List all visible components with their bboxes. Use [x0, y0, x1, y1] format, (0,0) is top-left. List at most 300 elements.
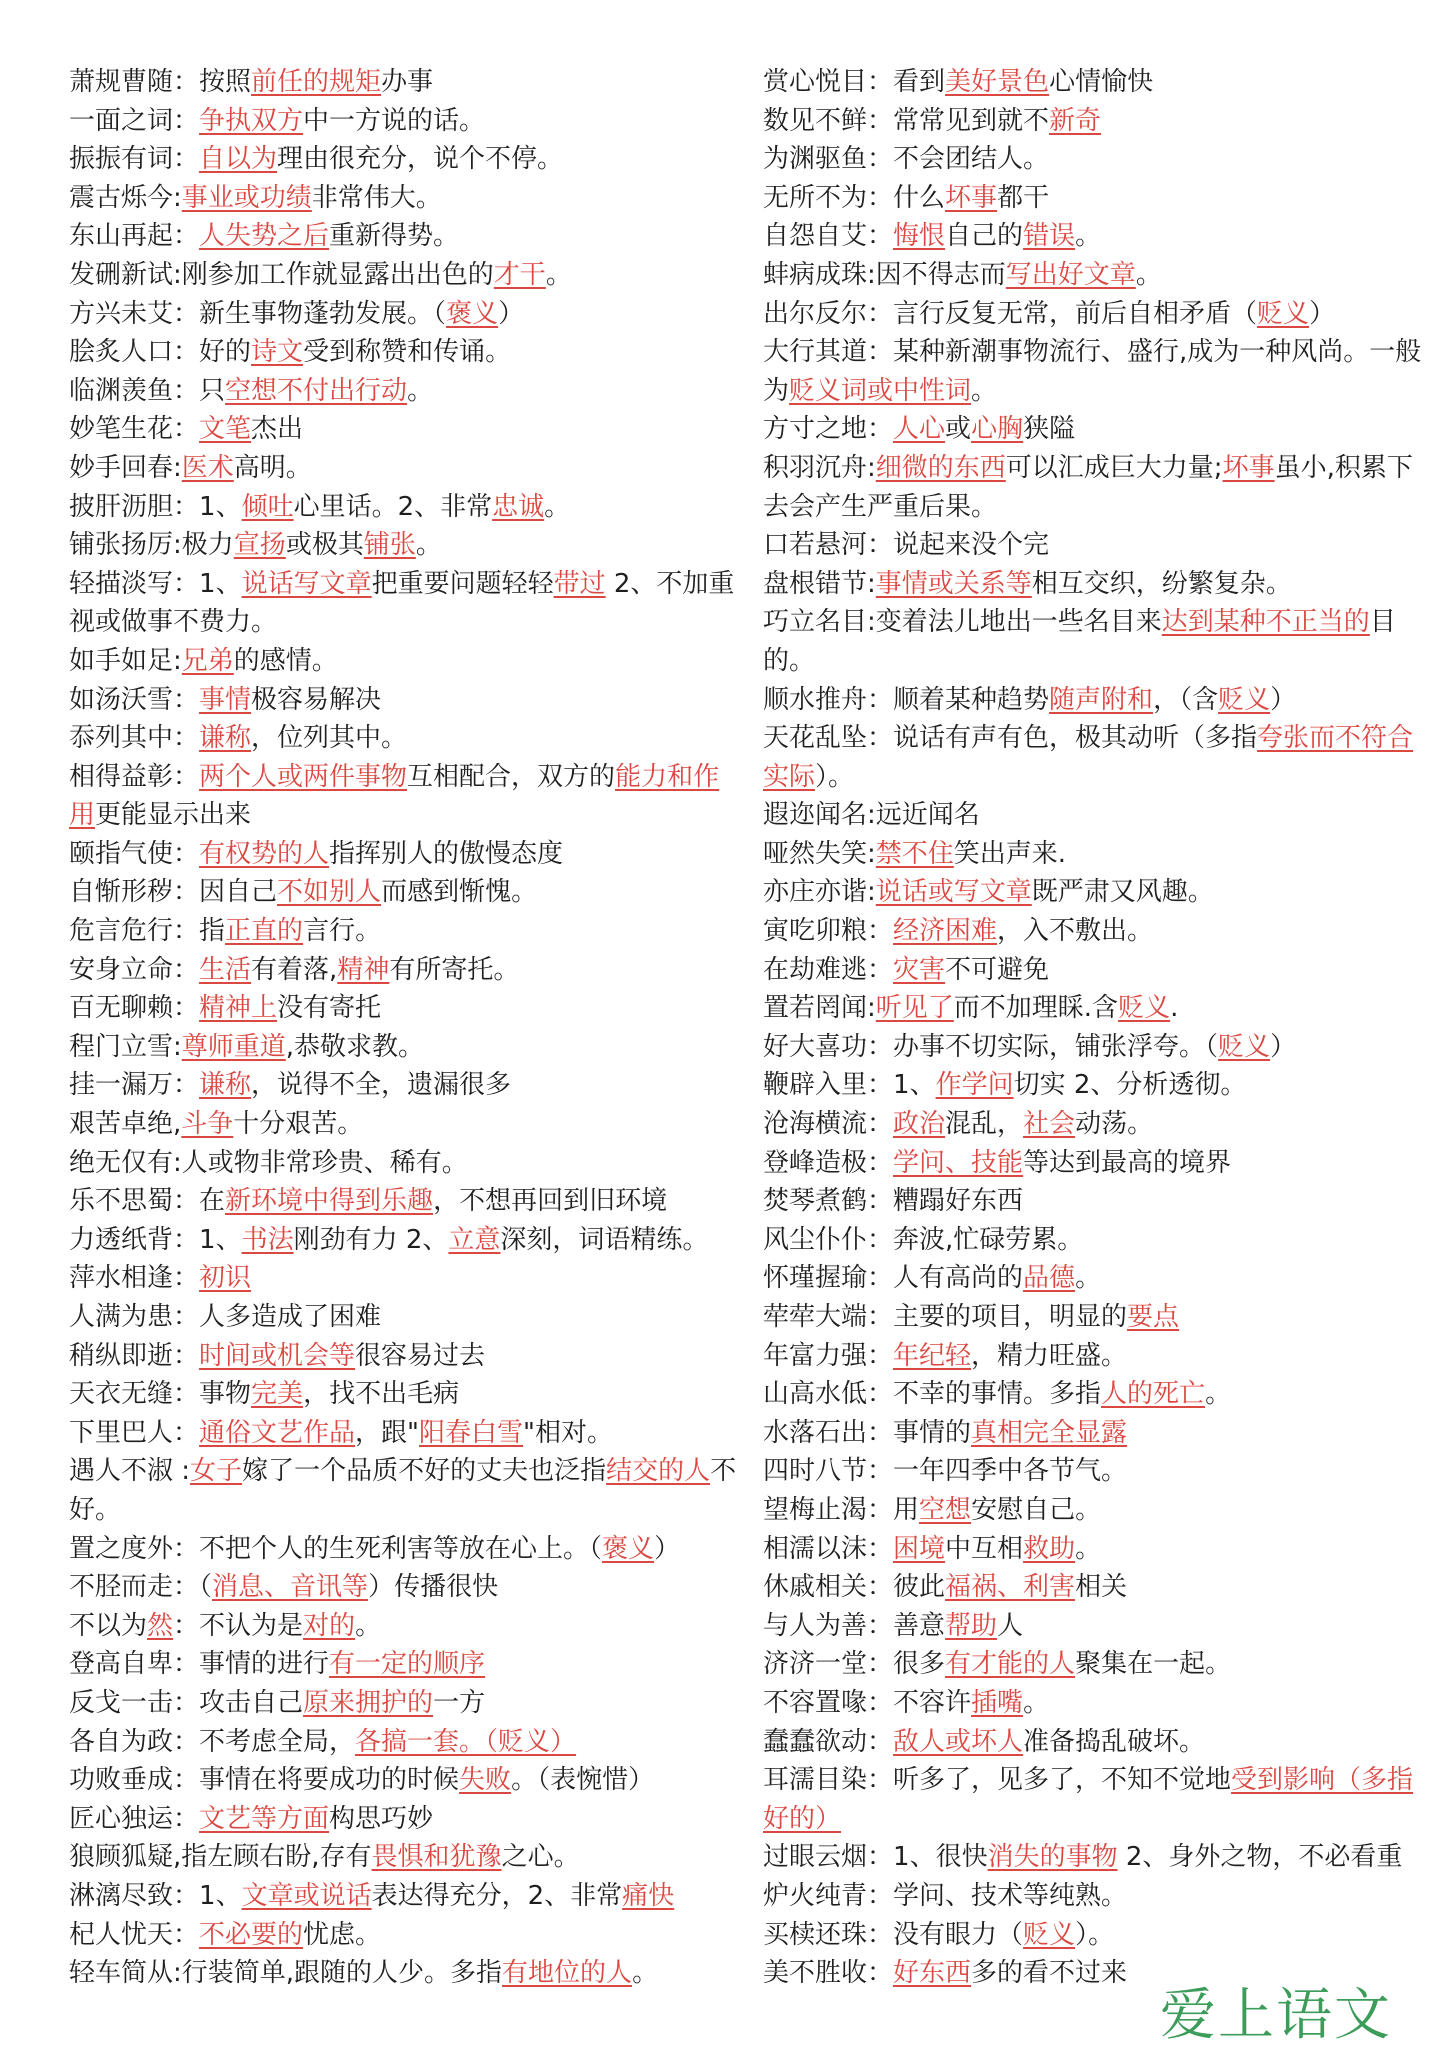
definition-text: 因自己: [199, 877, 278, 908]
idiom-term: 美不胜收: [763, 1958, 868, 1989]
definition-text: 。: [1205, 1379, 1232, 1410]
definition-text: 相互交织，纷繁复杂。: [1031, 568, 1292, 599]
term-separator: :: [173, 645, 182, 676]
idiom-definition: [893, 1186, 1023, 1216]
idiom-definition: [199, 1225, 708, 1255]
highlighted-keyword: 诗文: [251, 337, 304, 368]
definition-text: 。: [632, 1958, 659, 1989]
definition-text: 把重要问题轻轻: [371, 568, 554, 599]
term-separator: :: [173, 259, 182, 290]
term-separator: ：: [867, 1880, 894, 1911]
idiom-definition: [199, 685, 381, 715]
definition-text: 多的看不过来: [971, 1958, 1128, 1989]
idiom-term: 安身立命: [69, 954, 174, 985]
idiom-definition: [893, 1263, 1101, 1293]
definition-text: 。: [1023, 1687, 1050, 1718]
highlighted-keyword: 对的: [303, 1610, 356, 1641]
idiom-definition: [199, 993, 381, 1023]
definition-text: 动荡。: [1075, 1109, 1154, 1140]
idiom-term: 百无聊赖: [69, 993, 174, 1024]
idiom-definition: [893, 1920, 1114, 1950]
definition-text: 不幸的事情。多指: [893, 1379, 1102, 1410]
idiom-definition: [876, 993, 1179, 1023]
definition-text: 有所寄托。: [389, 954, 520, 985]
idiom-entry: [69, 1221, 737, 1260]
idiom-entry: [69, 1298, 737, 1337]
definition-text: 中一方说的话。: [303, 105, 486, 136]
highlighted-keyword: 宣扬: [233, 530, 286, 561]
idiom-term: 盘根错节: [763, 568, 868, 599]
highlighted-keyword: 能力和作用: [69, 761, 720, 831]
idiom-term: 铺张扬厉: [69, 530, 174, 561]
idiom-entry: [69, 1066, 737, 1105]
idiom-entry: [69, 1259, 737, 1298]
term-separator: ：: [173, 761, 200, 792]
idiom-term: 一面之词: [69, 105, 174, 136]
term-separator: ：: [173, 916, 200, 947]
highlighted-keyword: 写出好文章: [1005, 259, 1136, 290]
idiom-definition: [199, 916, 381, 946]
idiom-definition: [876, 800, 980, 830]
definition-text: 在: [199, 1186, 226, 1217]
highlighted-keyword: 事情或关系等: [875, 568, 1032, 599]
idiom-entry: [763, 1337, 1431, 1376]
idiom-entry: [763, 1182, 1431, 1221]
idiom-definition: [199, 492, 570, 522]
highlighted-keyword: 痛快: [622, 1880, 675, 1911]
definition-text: 奔波,忙碌劳累。: [893, 1224, 1084, 1255]
definition-text: 可以汇成巨大力量;: [1005, 452, 1223, 483]
definition-text: ，位列其中。: [251, 723, 408, 754]
idiom-entry: [69, 1761, 737, 1800]
idiom-entry: [763, 1491, 1431, 1530]
idiom-entry: [69, 1800, 737, 1839]
term-separator: ：: [173, 1186, 200, 1217]
definition-text: 不认为是: [199, 1610, 304, 1641]
idiom-entry: [763, 796, 1431, 835]
definition-text: 心里话。2、非常: [293, 491, 493, 522]
idiom-term: 出尔反尔: [763, 298, 868, 329]
idiom-definition: [199, 67, 433, 97]
term-separator: ：: [173, 1687, 200, 1718]
term-separator: ：: [173, 1224, 200, 1255]
highlighted-keyword: 事情: [199, 684, 252, 715]
definition-text: 不考虑全局，: [199, 1726, 356, 1757]
idiom-entry: [763, 951, 1431, 990]
idiom-term: 匠心独运: [69, 1803, 174, 1834]
definition-text: ，入不敷出。: [997, 916, 1154, 947]
idiom-term: 反戈一击: [69, 1687, 174, 1718]
highlighted-keyword: 有地位的人: [502, 1958, 633, 1989]
idiom-definition: [199, 221, 459, 251]
idiom-term: 自惭形秽: [69, 877, 174, 908]
term-separator: ：: [867, 182, 894, 213]
definition-text: 人或物非常珍贵、稀有。: [181, 1147, 468, 1178]
definition-text: ）。: [815, 761, 855, 792]
idiom-definition: [182, 646, 338, 676]
idiom-definition: [199, 1727, 576, 1757]
term-separator: ：: [867, 1070, 894, 1101]
definition-text: 十分艰苦。: [233, 1109, 364, 1140]
idiom-entry: [763, 1530, 1431, 1569]
idiom-term: 萍水相逢: [69, 1263, 174, 1294]
idiom-term: 力透纸背: [69, 1224, 174, 1255]
term-separator: :: [867, 568, 876, 599]
definition-text: 一方: [433, 1687, 486, 1718]
idiom-term: 挂一漏万: [69, 1070, 174, 1101]
definition-text: 中互相: [945, 1533, 1024, 1564]
highlighted-keyword: 谦称: [199, 723, 252, 754]
definition-text: 准备捣乱破坏。: [1023, 1726, 1206, 1757]
idiom-term: 口若悬河: [763, 530, 868, 561]
idiom-entry: [69, 758, 737, 835]
highlighted-keyword: 谦称: [199, 1070, 252, 1101]
highlighted-keyword: 斗争: [181, 1109, 234, 1140]
definition-text: ）: [498, 298, 525, 329]
idiom-entry: [69, 912, 737, 951]
term-separator: :: [173, 1031, 182, 1062]
definition-text: 受到称赞和传诵。: [303, 337, 512, 368]
idiom-term: 无所不为: [763, 182, 868, 213]
definition-text: 构思巧妙: [329, 1803, 434, 1834]
term-separator: ：: [173, 1649, 200, 1680]
idiom-definition: [182, 1148, 468, 1178]
definition-text: 杰出: [251, 414, 304, 445]
definition-text: 虽小,积累下去会产生严重后果。: [763, 452, 1413, 522]
idiom-definition: [199, 1804, 433, 1834]
definition-text: 相关: [1075, 1572, 1128, 1603]
definition-text: 忧虑。: [303, 1919, 382, 1950]
idiom-entry: [69, 256, 737, 295]
idiom-entry: [69, 410, 737, 449]
term-separator: ：: [867, 1726, 894, 1757]
idiom-term: 遇人不淑: [69, 1456, 174, 1487]
term-separator: ：: [867, 1765, 894, 1796]
definition-text: 因不得志而: [875, 259, 1006, 290]
highlighted-keyword: 好东西: [893, 1958, 972, 1989]
idiom-term: 狼顾狐疑: [69, 1842, 174, 1873]
definition-text: 有着落,: [251, 954, 338, 985]
idiom-definition: [199, 1302, 381, 1332]
idiom-term: 沧海横流: [763, 1109, 868, 1140]
highlighted-keyword: 初识: [199, 1263, 252, 1294]
idiom-term: 颐指气使: [69, 838, 174, 869]
highlighted-keyword: 人失势之后: [199, 221, 330, 252]
highlighted-keyword: 褒义: [446, 298, 499, 329]
term-separator: :: [867, 452, 876, 483]
definition-text: 聚集在一起。: [1075, 1649, 1232, 1680]
idiom-term: 炉火纯青: [763, 1880, 868, 1911]
idiom-term: 自怨自艾: [763, 221, 868, 252]
term-separator: ：: [867, 1031, 894, 1062]
idiom-term: 亦庄亦谐: [763, 877, 868, 908]
term-separator: ：: [173, 1070, 200, 1101]
highlighted-keyword: 福祸、利害: [945, 1572, 1076, 1603]
idiom-entry: [69, 63, 737, 102]
highlighted-keyword: 褒义: [602, 1533, 655, 1564]
definition-text: 很多: [893, 1649, 946, 1680]
idiom-definition: [893, 1534, 1101, 1564]
definition-text: 心情愉快: [1049, 67, 1154, 97]
idiom-term: 发硎新试: [69, 259, 174, 290]
definition-text: ，精力旺盛。: [971, 1340, 1128, 1371]
idiom-term: 方寸之地: [763, 414, 868, 445]
idiom-term: 望梅止渴: [763, 1494, 868, 1525]
definition-text: 人有高尚的: [893, 1263, 1024, 1294]
idiom-term: 萧规曹随: [69, 67, 174, 97]
highlighted-keyword: 带过: [553, 568, 606, 599]
idiom-entry: [69, 333, 737, 372]
idiom-definition: [182, 530, 442, 560]
idiom-definition: [199, 955, 519, 985]
definition-text: 或极其: [285, 530, 364, 561]
definition-text: 远近闻名: [875, 800, 980, 831]
definition-text: 的感情。: [233, 645, 338, 676]
idiom-entry: [763, 140, 1431, 179]
idiom-term: 振振有词: [69, 144, 174, 175]
definition-text: 之心。: [501, 1842, 580, 1873]
idiom-entry: [763, 873, 1431, 912]
idiom-entry: [763, 1414, 1431, 1453]
highlighted-keyword: 文艺等方面: [199, 1803, 330, 1834]
idiom-definition: [893, 1572, 1127, 1602]
term-separator: ：: [173, 1880, 200, 1911]
definition-text: 都干: [997, 182, 1050, 213]
term-separator: :: [173, 452, 182, 483]
highlighted-keyword: 兄弟: [181, 645, 234, 676]
highlighted-keyword: 畏惧和犹豫: [371, 1842, 502, 1873]
highlighted-keyword: 贬义: [1218, 684, 1271, 715]
term-separator: ：: [867, 1842, 894, 1873]
term-separator: ：: [867, 1417, 894, 1448]
idiom-definition: [181, 1109, 363, 1139]
term-separator: ：: [173, 684, 200, 715]
highlighted-keyword: 有才能的人: [945, 1649, 1076, 1680]
term-separator: :: [173, 1147, 182, 1178]
idiom-definition: [893, 1881, 1127, 1911]
idiom-definition: [893, 183, 1049, 213]
highlighted-keyword: 各搞一套。（贬义）: [355, 1726, 577, 1757]
idiom-entry: [763, 102, 1431, 141]
idiom-entry: [763, 333, 1431, 410]
idiom-definition: [199, 144, 563, 174]
definition-text: ）: [1270, 1031, 1297, 1062]
term-separator: ：: [173, 993, 200, 1024]
idiom-entry: [69, 1838, 737, 1877]
definition-text: 言行。: [303, 916, 382, 947]
definition-text: 自己的: [945, 221, 1024, 252]
idiom-definition: [893, 106, 1101, 136]
definition-text: 事情的: [893, 1417, 972, 1448]
definition-text: "相对。: [523, 1417, 613, 1448]
definition-text: 什么: [893, 182, 946, 213]
idiom-term: 登高自卑: [69, 1649, 174, 1680]
idiom-entry: [69, 1375, 737, 1414]
definition-text: 1、: [199, 1224, 242, 1255]
idiom-term: [69, 1611, 173, 1641]
idiom-entry: [69, 835, 737, 874]
idiom-term: 哑然失笑: [763, 838, 868, 869]
idiom-definition: [199, 299, 524, 329]
definition-text: 安慰自己。: [971, 1494, 1102, 1525]
idiom-entry: [69, 642, 737, 681]
highlighted-keyword: 消息、音讯等: [212, 1572, 369, 1603]
idiom-definition: [893, 1148, 1231, 1178]
idiom-term: 天花乱坠: [763, 723, 868, 754]
definition-text: 刚劲有力 2、: [293, 1224, 449, 1255]
highlighted-keyword: 阳春白雪: [419, 1417, 524, 1448]
idiom-definition: [182, 453, 312, 483]
highlighted-keyword: 完美: [251, 1379, 304, 1410]
idiom-definition: [182, 183, 442, 213]
idiom-term: 好大喜功: [763, 1031, 868, 1062]
highlighted-keyword: 达到某种不正当的: [1161, 607, 1370, 638]
idiom-definition: [893, 530, 1049, 560]
highlighted-keyword: 说话写文章: [241, 568, 372, 599]
definition-text: 办事: [381, 67, 434, 97]
highlighted-keyword: 文笔: [199, 414, 252, 445]
definition-text: 用: [893, 1494, 920, 1525]
definition-text: 1、: [199, 568, 242, 599]
highlighted-keyword: 人的死亡: [1101, 1379, 1206, 1410]
idiom-entry: [763, 1645, 1431, 1684]
highlighted-keyword: 不如别人: [277, 877, 382, 908]
definition-text: ）。: [1075, 1919, 1115, 1950]
highlighted-keyword: 新环境中得到乐趣: [225, 1186, 434, 1217]
idiom-definition: [876, 877, 1214, 907]
highlighted-keyword: 立意: [448, 1224, 501, 1255]
highlighted-keyword: 真相完全显露: [971, 1417, 1128, 1448]
idiom-definition: [893, 1958, 1127, 1988]
idiom-term: 在劫难逃: [763, 954, 868, 985]
highlighted-keyword: 铺张: [363, 530, 416, 561]
definition-text: 。: [545, 259, 572, 290]
term-separator: ：: [867, 221, 894, 252]
definition-text: 互相配合，双方的: [407, 761, 616, 792]
idiom-term: 各自为政: [69, 1726, 174, 1757]
idiom-term: 杞人忧天: [69, 1919, 174, 1950]
definition-text: 高明。: [233, 452, 312, 483]
term-separator: :: [867, 993, 876, 1024]
idiom-entry: [763, 410, 1431, 449]
definition-text: 。: [544, 491, 571, 522]
highlighted-keyword: 人心: [893, 414, 946, 445]
idiom-entry: [69, 1028, 737, 1067]
idiom-term: 登峰造极: [763, 1147, 868, 1178]
idiom-entry: [69, 1452, 737, 1529]
highlighted-keyword: 自以为: [199, 144, 278, 175]
term-separator: ：: [173, 1610, 200, 1641]
highlighted-keyword: 敌人或坏人: [893, 1726, 1024, 1757]
term-separator: ：: [867, 1610, 894, 1641]
idiom-term: 淋漓尽致: [69, 1880, 174, 1911]
idiom-entry: [69, 295, 737, 334]
term-separator: ：: [173, 414, 200, 445]
highlighted-keyword: 作学问: [935, 1070, 1014, 1101]
idiom-definition: [893, 1302, 1179, 1332]
idiom-definition: [199, 1881, 674, 1911]
right-idiom-column: [763, 63, 1431, 1993]
highlighted-keyword: 精神上: [199, 993, 278, 1024]
definition-text: （: [199, 1572, 213, 1603]
definition-text: 2、不加重视或做事不费力。: [69, 568, 735, 638]
highlighted-keyword: 时间或机会等: [199, 1340, 356, 1371]
term-separator: ：: [173, 1572, 200, 1603]
term-separator: ：: [867, 916, 894, 947]
idiom-entry: [69, 989, 737, 1028]
idiom-term: 寅吃卯粮: [763, 916, 868, 947]
idiom-entry: [69, 488, 737, 527]
definition-text: 。: [971, 375, 998, 406]
idiom-definition: [893, 685, 1296, 715]
idiom-entry: [69, 1916, 737, 1955]
idiom-term: 乐不思蜀: [69, 1186, 174, 1217]
idiom-definition: [876, 569, 1292, 599]
idiom-term: 与人为善: [763, 1610, 868, 1641]
highlighted-keyword: 不必要的: [199, 1919, 304, 1950]
idiom-definition: [893, 1649, 1231, 1679]
idiom-term: 荦荦大端: [763, 1302, 868, 1332]
highlighted-keyword: 忠诚: [492, 491, 545, 522]
idiom-entry: [763, 912, 1431, 951]
idiom-entry: [763, 989, 1431, 1028]
term-separator: ：: [867, 337, 894, 368]
term-separator: ：: [173, 1726, 200, 1757]
idiom-entry: [763, 1375, 1431, 1414]
term-separator: ：: [173, 221, 200, 252]
term-separator: :: [867, 259, 876, 290]
idiom-entry: [69, 1182, 737, 1221]
idiom-entry: [763, 1568, 1431, 1607]
highlighted-keyword: 插嘴: [971, 1687, 1024, 1718]
idiom-entry: [69, 1530, 737, 1569]
term-separator: ：: [867, 414, 894, 445]
highlighted-keyword: 悔恨: [893, 221, 946, 252]
term-separator: ：: [867, 530, 894, 561]
idiom-definition: [893, 1727, 1205, 1757]
highlighted-keyword: 品德: [1023, 1263, 1076, 1294]
highlighted-keyword: 夸张而不符合实际: [763, 723, 1414, 792]
highlighted-keyword: 消失的事物: [987, 1842, 1118, 1873]
definition-text: 人多造成了困难: [199, 1302, 382, 1332]
term-separator: ：: [173, 67, 200, 97]
idiom-term: 相濡以沫: [763, 1533, 868, 1564]
idiom-term: 披肝沥胆: [69, 491, 174, 522]
definition-text: 常常见到就不: [893, 105, 1050, 136]
definition-text: ）传播很快: [368, 1572, 499, 1603]
idiom-entry: [763, 565, 1431, 604]
highlighted-keyword: 救助: [1023, 1533, 1076, 1564]
idiom-entry: [763, 835, 1431, 874]
definition-text: 既严肃又风趣。: [1031, 877, 1214, 908]
highlighted-keyword: 结交的人: [606, 1456, 711, 1487]
idiom-term: 忝列其中: [69, 723, 174, 754]
definition-text: 只: [199, 375, 226, 406]
highlighted-keyword: 细微的东西: [875, 452, 1006, 483]
idiom-entry: [69, 1337, 737, 1376]
highlighted-keyword: 倾吐: [241, 491, 294, 522]
definition-text: 某种新潮事物流行、盛行,成为一种风尚。一般为: [763, 337, 1422, 406]
idiom-term: 风尘仆仆: [763, 1224, 868, 1255]
highlighted-keyword: 文章或说话: [241, 1880, 372, 1911]
term-separator: ：: [867, 1649, 894, 1680]
term-separator: ：: [867, 105, 894, 136]
term-separator: ：: [173, 954, 200, 985]
term-separator: ：: [867, 67, 894, 97]
idiom-term: 妙手回春: [69, 452, 174, 483]
idiom-definition: [199, 376, 433, 406]
idiom-entry: [763, 1761, 1431, 1838]
